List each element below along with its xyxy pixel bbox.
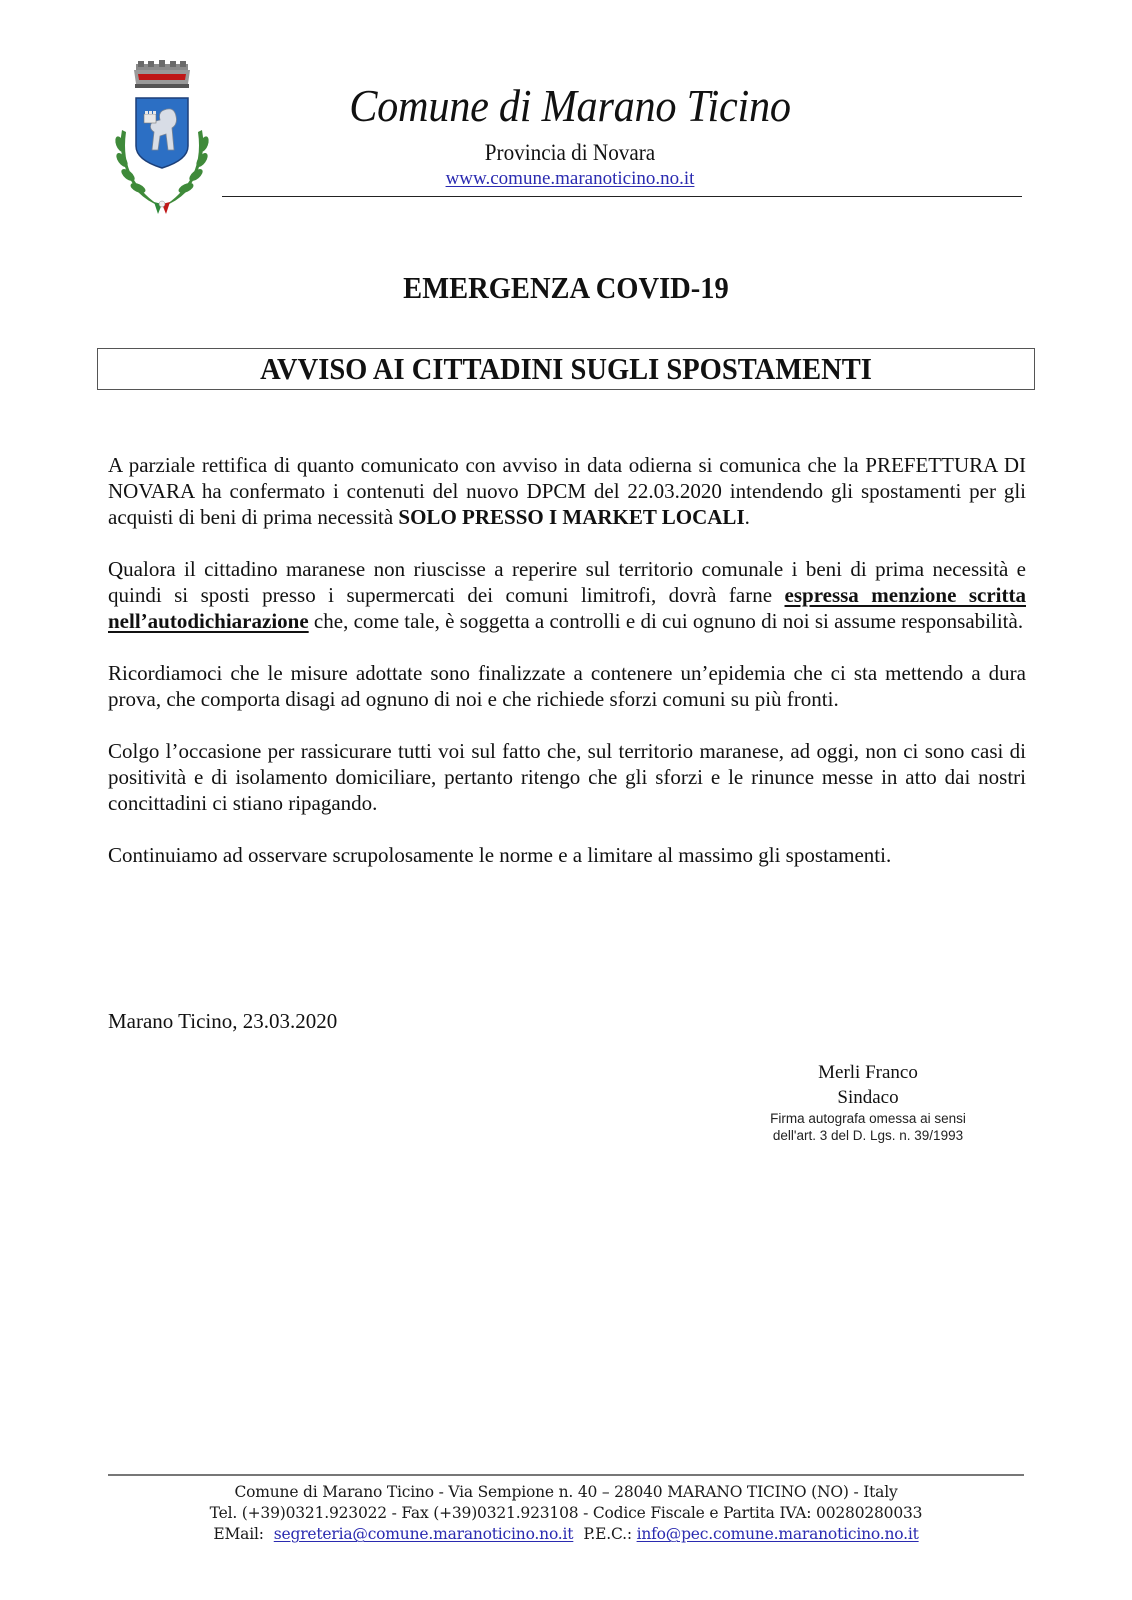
footer	[108, 1482, 1024, 1545]
province-label: Provincia di Novara	[484, 140, 656, 165]
paragraph-2	[108, 556, 1026, 634]
paragraph-2-emphasis: espressa menzione scritta nell’autodichiarazione	[108, 583, 1026, 633]
footer-contacts: Tel. (+39)0321.923022 - Fax (+39)0321.923108 - Codice Fiscale e Partita IVA: 00280280033	[209, 1504, 923, 1522]
paragraph-2-text: Qualora il cittadino maranese non riuscisse a reperire sul territorio comunale i beni di prima necessità e quindi si sposti presso i supermercati dei comuni limitrofi, dovrà farne	[108, 557, 1026, 607]
paragraph-3: Ricordiamoci che le misure adottate sono finalizzate a contenere un’epidemia che ci sta mettendo a dura prova, che comporta disagi ad ognuno di noi e che richiede sforzi comuni su più fronti.	[108, 661, 1026, 711]
signatory-name: Merli Franco	[818, 1062, 918, 1083]
footer-divider	[108, 1474, 1024, 1476]
notice-heading: AVVISO AI CITTADINI SUGLI SPOSTAMENTI	[260, 351, 872, 386]
footer-address: Comune di Marano Ticino - Via Sempione n. 40 – 28040 MARANO TICINO (NO) - Italy	[234, 1483, 898, 1501]
municipality-title: Comune di Marano Ticino	[349, 80, 791, 131]
paragraph-1-text: A parziale rettifica di quanto comunicato con avviso in data odierna si comunica che la PREFETTURA DI NOVARA ha confermato i contenuti del nuovo DPCM del 22.03.2020 intendendo gli spostamenti per gli acquisti di beni di prima necessità	[108, 453, 1026, 529]
pec-label: P.E.C.:	[583, 1525, 632, 1543]
paragraph-1-end: .	[744, 505, 750, 529]
notice-body	[108, 452, 1026, 894]
place-and-date: Marano Ticino, 23.03.2020	[108, 1009, 338, 1033]
municipal-coat-of-arms-icon	[108, 60, 216, 216]
email-link[interactable]: segreteria@comune.maranoticino.no.it	[273, 1525, 574, 1543]
paragraph-1-emphasis: SOLO PRESSO I MARKET LOCALI	[398, 505, 745, 529]
signature-note-line-1: Firma autografa omessa ai sensi	[770, 1111, 966, 1126]
signature-note-line-2: dell'art. 3 del D. Lgs. n. 39/1993	[772, 1128, 964, 1143]
tricolor-ribbon-icon	[154, 201, 170, 214]
signature-block	[744, 1060, 992, 1144]
paragraph-5: Continuiamo ad osservare scrupolosamente le norme e a limitare al massimo gli spostamenti.	[108, 843, 892, 867]
notice-title-box	[97, 348, 1035, 390]
header-divider	[222, 196, 1022, 197]
footer-email-line	[108, 1524, 1024, 1545]
shield-icon	[136, 98, 188, 168]
paragraph-4: Colgo l’occasione per rassicurare tutti voi sul fatto che, sul territorio maranese, ad oggi, non ci sono casi di positività e di isolamento domiciliare, pertanto ritengo che gli sforzi e le rinunce messe in atto dai nostri concittadini ci stiano ripagando.	[108, 739, 1026, 815]
paragraph-1	[108, 452, 1026, 530]
crown-icon	[134, 60, 190, 88]
pec-link[interactable]: info@pec.comune.maranoticino.no.it	[636, 1525, 919, 1543]
signatory-role: Sindaco	[837, 1087, 899, 1108]
paragraph-2-end: che, come tale, è soggetta a controlli e di cui ognuno di noi si assume responsabilità.	[308, 609, 1024, 633]
email-label: EMail:	[213, 1525, 264, 1543]
website-link[interactable]: www.comune.maranoticino.no.it	[445, 168, 695, 189]
website-line	[220, 168, 920, 190]
emergency-heading: EMERGENZA COVID-19	[403, 270, 729, 305]
